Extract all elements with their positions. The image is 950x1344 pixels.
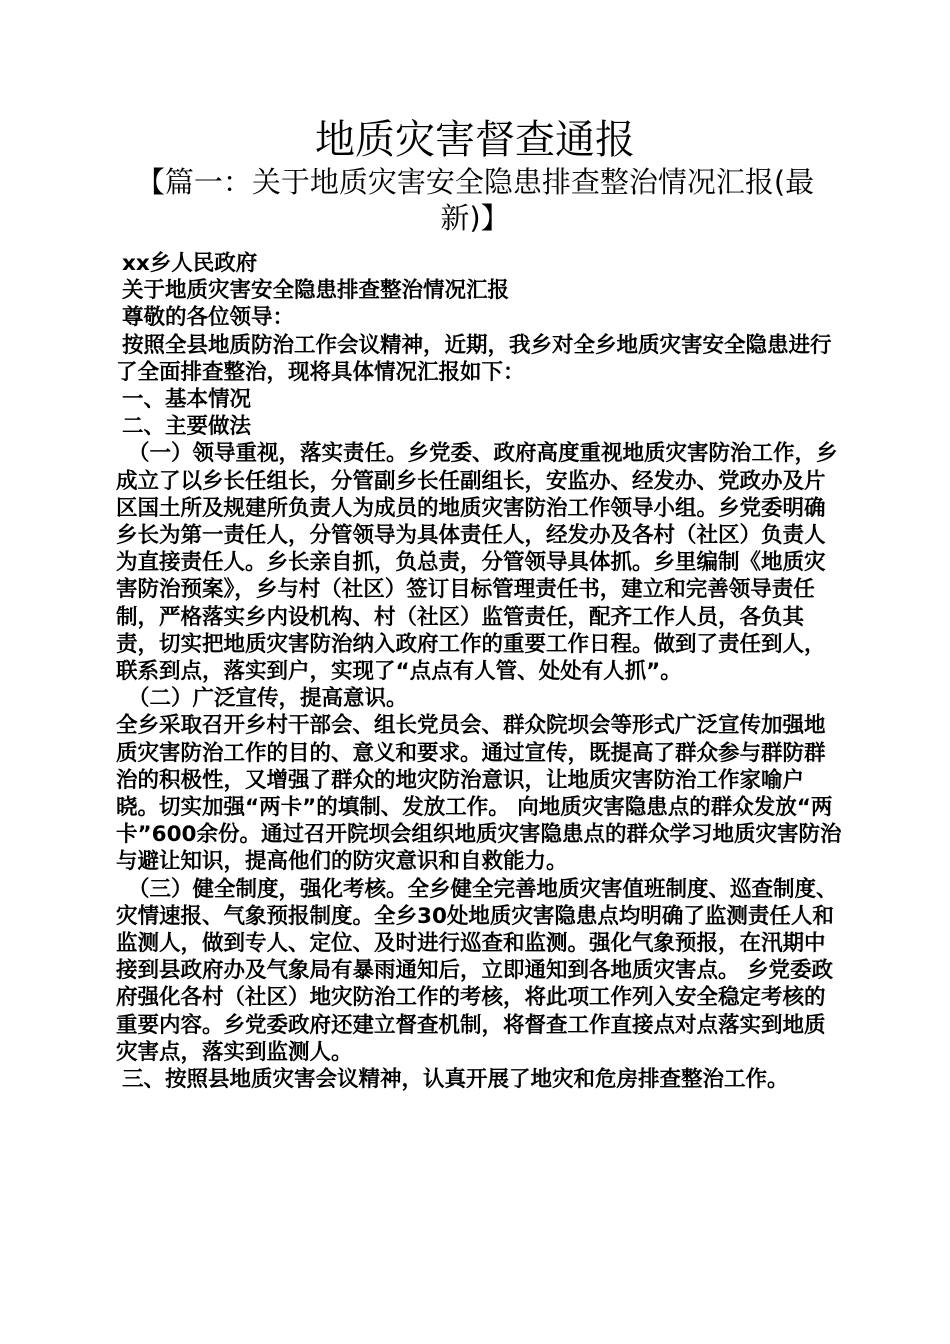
report-heading: 关于地质灾害安全隐患排查整治情况汇报 <box>122 278 510 304</box>
sender-line: xx乡人民政府 <box>122 251 258 276</box>
section-heading-basic: 一、基本情况 <box>122 387 252 413</box>
section-heading-practices: 二、主要做法 <box>122 414 252 440</box>
subheading-publicity: （二）广泛宣传，提高意识。 <box>128 686 408 712</box>
paragraph-leadership: （一）领导重视，落实责任。乡党委、政府高度重视地质灾害防治工作，乡成立了以乡长任组长，分管副乡长任副组长，安监办、经发办、党政办及片区国土所及规建所负责人为成员的地质灾害防治工作领导小组。乡党委明确乡长为第一责任人，分管领导为具体责任人，经发办及各村（社区）负责人为直接责任人。乡长亲自抓，负总责，分管领导具体抓。乡里编制《地质灾害防治预案》，乡与村（社区）签订目标管理责任书，建立和完善领导责任制，严格落实乡内设机构、村（社区）监管责任，配齐工作人员，各负其责，切实把地质灾害防治纳入政府工作的重要工作日程。做到了责任到人，联系到点，落实到户，实现了“点点有人管、处处有人抓”。 <box>116 441 838 685</box>
salutation: 尊敬的各位领导： <box>122 305 295 331</box>
paragraph-system: （三）健全制度，强化考核。全乡健全完善地质灾害值班制度、巡查制度、灾情速报、气象预报制度。全乡30处地质灾害隐患点均明确了监测责任人和监测人，做到专人、定位、及时进行巡查和监测。强化气象预报，在汛期中接到县政府办及气象局有暴雨通知后，立即通知到各地质灾害点。 乡党委政府强化各村（社区）地灾防治工作的考核，将此项工作列入安全稳定考核的重要内容。乡党委政府还建立督查机制，将督查工作直接点对点落实到地质灾害点，落实到监测人。 <box>116 876 838 1065</box>
paragraph-publicity: 全乡采取召开乡村干部会、组长党员会、群众院坝会等形式广泛宣传加强地质灾害防治工作的目的、意义和要求。通过宣传，既提高了群众参与群防群治的积极性，又增强了群众的地灾防治意识，让地质灾害防治工作家喻户晓。切实加强“两卡”的填制、发放工作。 向地质灾害隐患点的群众发放“两卡”600余份。通过召开院坝会组织地质灾害隐患点的群众学习地质灾害防治与避让知识，提高他们的防灾意识和自救能力。 <box>116 713 842 875</box>
section-heading-inspection: 三、按照县地质灾害会议精神，认真开展了地灾和危房排查整治工作。 <box>122 1067 789 1093</box>
intro-paragraph: 按照全县地质防治工作会议精神，近期，我乡对全乡地质灾害安全隐患进行了全面排查整治，现将具体情况汇报如下： <box>116 332 832 385</box>
document-subtitle: 【篇一：关于地质灾害安全隐患排查整治情况汇报(最新)】 <box>135 165 815 235</box>
document-title: 地质灾害督查通报 <box>315 117 635 163</box>
document-body <box>116 250 842 1093</box>
